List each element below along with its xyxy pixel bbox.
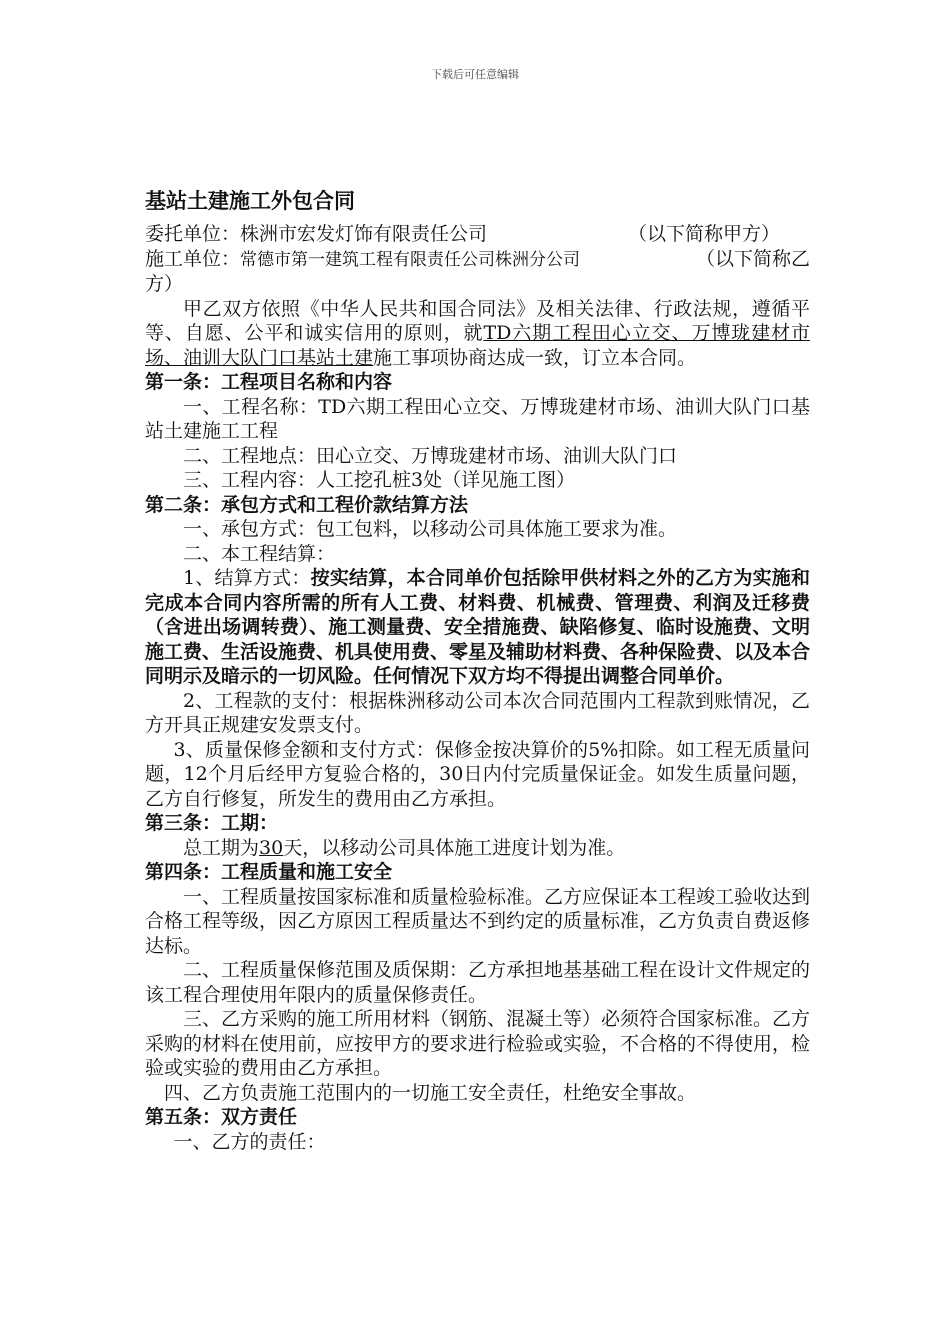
article-2-s3: 3、质量保修金额和支付方式：保修金按决算价的5%扣除。如工程无质量问题，12个月后经甲方复验合格的，30日内付完质量保证金。如发生质量问题，乙方自行修复，所发生的费用由乙方承担。	[145, 738, 810, 810]
contractor-line	[145, 247, 810, 273]
intro-project-name: TD六期工程田心立交、万博珑建材市场、油训大队门口基站土建	[145, 322, 810, 369]
s1-label: 1、结算方式：	[183, 567, 311, 589]
contract-document	[145, 186, 810, 1154]
article-1-content: 三、工程内容：人工挖孔桩3处（详见施工图）	[183, 469, 576, 491]
article-1-name: 一、工程名称：TD六期工程田心立交、万博珑建材市场、油训大队门口基站土建施工工程	[145, 395, 810, 442]
period-days: 30	[259, 836, 284, 859]
contractor-label: 施工单位：	[145, 247, 241, 270]
article-3-body	[145, 836, 810, 861]
article-4-p2: 二、工程质量保修范围及质保期：乙方承担地基基础工程在设计文件规定的该工程合理使用年限内的质量保修责任。	[145, 959, 811, 1006]
contractor-alias: （以下简称乙	[695, 247, 810, 270]
article-2-mode: 一、承包方式：包工包料，以移动公司具体施工要求为准。	[183, 518, 678, 540]
s1-body: 按实结算，本合同单价包括除甲供材料之外的乙方为实施和完成本合同内容所需的所有人工费、材料费、机械费、管理费、利润及迁移费（含进出场调转费）、施工测量费、安全措施费、缺陷修复、临时设施费、文明施工费、生活设施费、机具使用费、零星及辅助材料费、各种保险费、以及本合同明示及暗示的一切风险。任何情况下双方均不得提出调整合同单价。	[145, 567, 811, 687]
document-title: 基站土建施工外包合同	[145, 189, 355, 213]
article-1-heading: 第一条：工程项目名称和内容	[145, 371, 393, 393]
article-4-heading: 第四条：工程质量和施工安全	[145, 861, 393, 883]
period-pre: 总工期为	[183, 836, 260, 859]
article-4-p4: 四、乙方负责施工范围内的一切施工安全责任，杜绝安全事故。	[164, 1081, 697, 1104]
intro-paragraph	[145, 297, 810, 371]
page-header: 下载后可任意编辑	[431, 68, 519, 81]
article-5-p1: 一、乙方的责任：	[173, 1130, 326, 1153]
period-post: 天，以移动公司具体施工进度计划为准。	[283, 836, 626, 859]
client-alias: （以下简称甲方）	[627, 223, 780, 245]
client-name: 株洲市宏发灯饰有限责任公司	[240, 223, 488, 245]
contractor-alias-tail: 方）	[145, 273, 184, 295]
intro-pre: 甲乙双方依照《中华人民共和国合同法》及相关法律、行政法规，遵循平等、自愿、公平和诚实信用的原则，就	[145, 297, 810, 344]
article-3-heading: 第三条：工期：	[145, 812, 279, 834]
article-4-p3: 三、乙方采购的施工所用材料（钢筋、混凝土等）必须符合国家标准。乙方采购的材料在使用前，应按甲方的要求进行检验或实验，不合格的不得使用，检验或实验的费用由乙方承担。	[145, 1008, 811, 1079]
article-4-p1: 一、工程质量按国家标准和质量检验标准。乙方应保证本工程竣工验收达到合格工程等级，因乙方原因工程质量达不到约定的质量标准，乙方负责自费返修达标。	[145, 885, 811, 957]
article-2-s2: 2、工程款的支付：根据株洲移动公司本次合同范围内工程款到账情况，乙方开具正规建安发票支付。	[145, 689, 810, 736]
article-2-s1	[145, 566, 810, 689]
intro-post: 施工事项协商达成一致，订立本合同。	[373, 346, 697, 369]
article-2-heading: 第二条：承包方式和工程价款结算方法	[145, 493, 469, 516]
client-line	[145, 222, 810, 247]
article-1-site: 二、工程地点：田心立交、万博珑建材市场、油训大队门口	[183, 444, 678, 467]
article-5-heading: 第五条：双方责任	[145, 1106, 298, 1128]
client-label: 委托单位：	[145, 223, 241, 245]
contractor-name: 常德市第一建筑工程有限责任公司株洲分公司	[240, 249, 581, 270]
article-2-settle: 二、本工程结算：	[183, 542, 336, 565]
